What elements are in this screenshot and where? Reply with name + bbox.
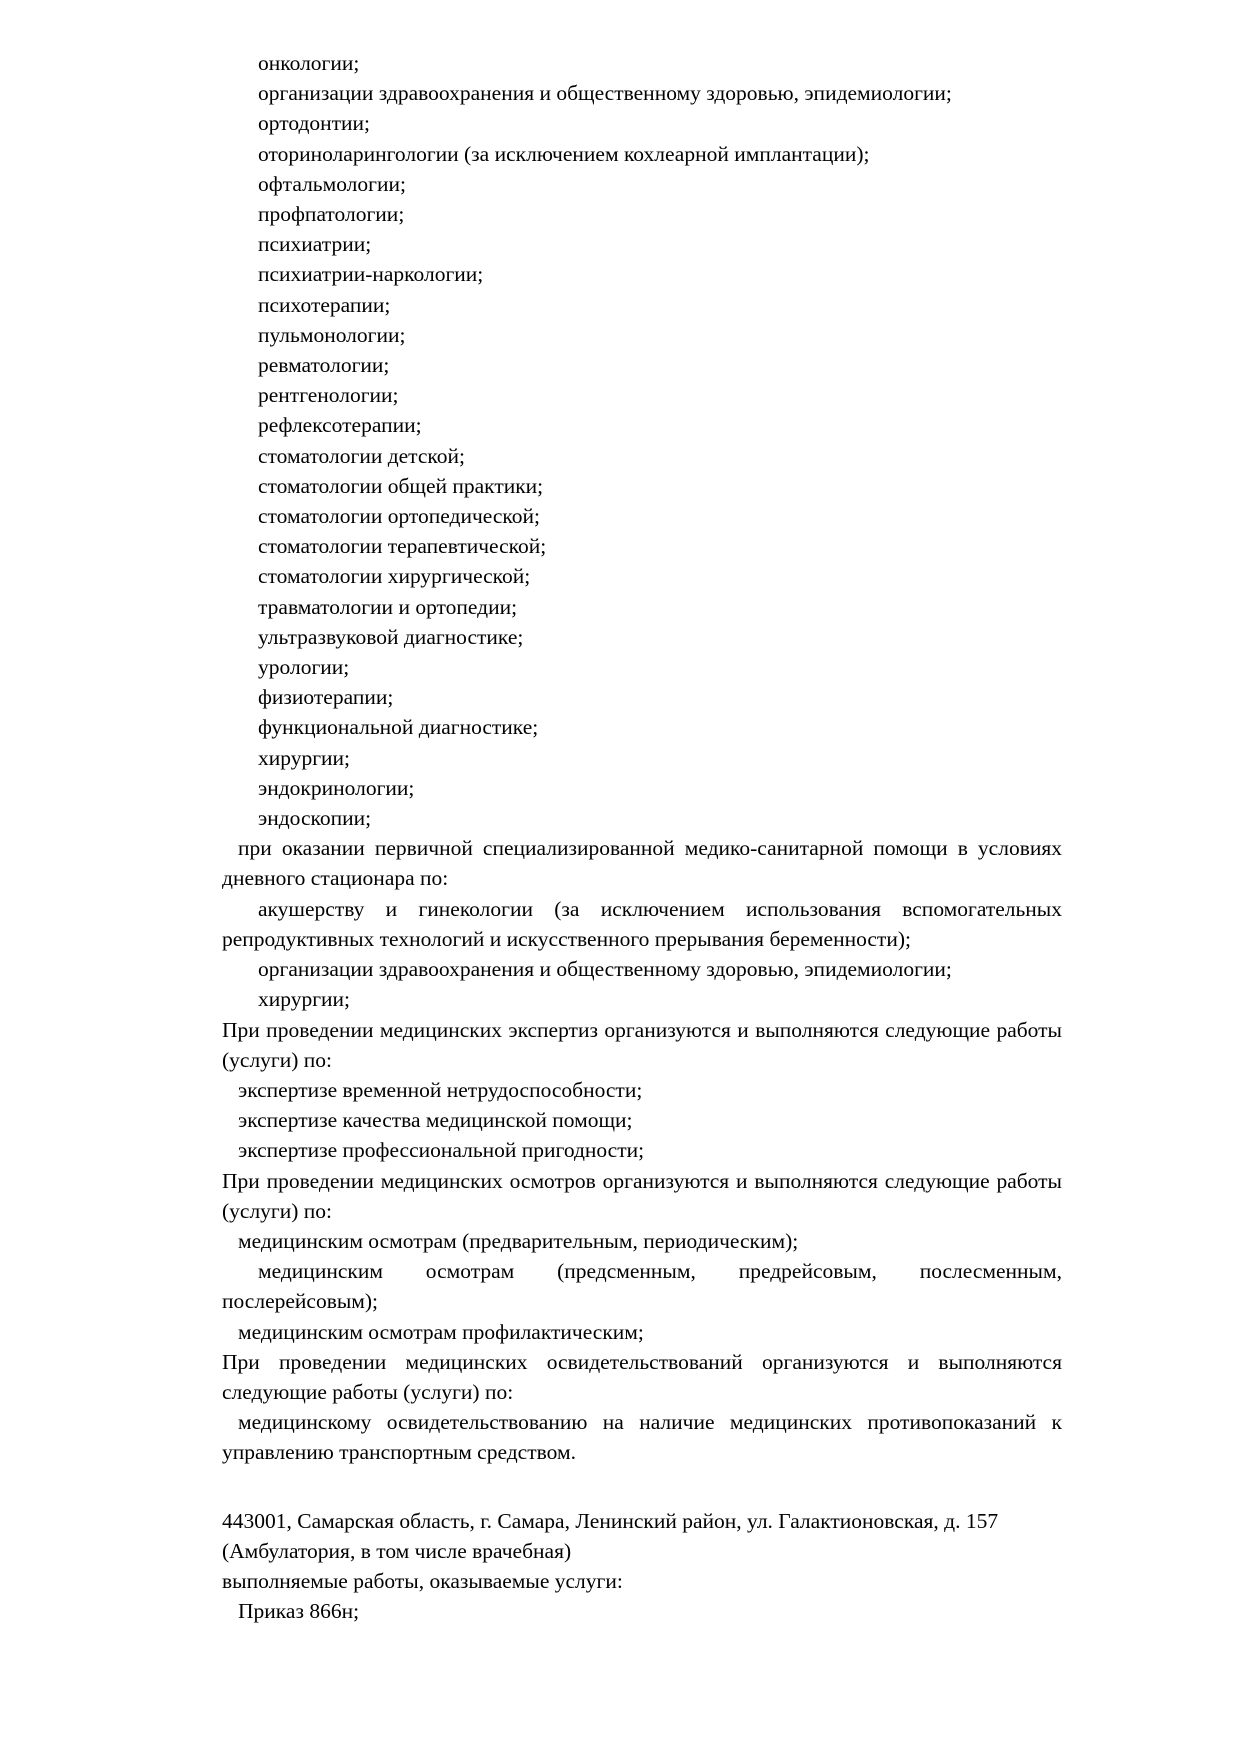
expertise-item: экспертизе профессиональной пригодности;: [238, 1138, 645, 1163]
section-spacer: [222, 1468, 1062, 1498]
examinations-item: медицинским осмотрам профилактическим;: [238, 1319, 644, 1344]
list-item: урологии;: [258, 655, 350, 680]
document-body: [222, 48, 1068, 1626]
list-item: функциональной диагностике;: [258, 715, 539, 740]
works-label: выполняемые работы, оказываемые услуги:: [222, 1568, 623, 1593]
expertise-heading: При проведении медицинских экспертиз организуются и выполняются следующие работы (услуги) по:: [222, 1017, 1068, 1072]
list-item: стоматологии детской;: [258, 443, 465, 468]
list-item: физиотерапии;: [258, 685, 394, 710]
list-item: ревматологии;: [258, 353, 390, 378]
list-item: эндокринологии;: [258, 775, 415, 800]
list-item: офтальмологии;: [258, 171, 406, 196]
list-item: онкологии;: [258, 51, 360, 75]
list-item: травматологии и ортопедии;: [258, 594, 518, 619]
list-item: рентгенологии;: [258, 383, 399, 408]
address-line-1: 443001, Самарская область, г. Самара, Ленинский район, ул. Галактионовская, д. 157: [222, 1508, 999, 1533]
list-item: эндоскопии;: [258, 806, 372, 831]
day-hospital-item: организации здравоохранения и общественному здоровью, эпидемиологии;: [258, 957, 952, 982]
list-item: психотерапии;: [258, 292, 391, 317]
list-item: ортодонтии;: [258, 111, 371, 136]
address-line-2: (Амбулатория, в том числе врачебная): [222, 1538, 572, 1563]
list-item: психиатрии;: [258, 232, 372, 257]
day-hospital-item: хирургии;: [258, 987, 351, 1012]
order-reference: Приказ 866н;: [238, 1599, 360, 1624]
list-item: психиатрии-наркологии;: [258, 262, 484, 287]
attestations-heading: При проведении медицинских освидетельствований организуются и выполняются следующие работы (услуги) по:: [222, 1349, 1068, 1404]
expertise-item: экспертизе качества медицинской помощи;: [238, 1108, 633, 1133]
list-item: рефлексотерапии;: [258, 413, 422, 438]
list-item: пульмонологии;: [258, 322, 406, 347]
list-item: стоматологии ортопедической;: [258, 504, 541, 529]
list-item: организации здравоохранения и общественному здоровью, эпидемиологии;: [258, 81, 952, 106]
list-item: стоматологии терапевтической;: [258, 534, 547, 559]
address-block: [222, 1506, 1062, 1627]
day-hospital-item: акушерству и гинекологии (за исключением использования вспомогательных репродуктивных технологий и искусственного прерывания беременности);: [222, 896, 1068, 951]
day-hospital-heading: при оказании первичной специализированной медико-санитарной помощи в условиях дневного стационара по:: [222, 836, 1068, 891]
examinations-item: медицинским осмотрам (предварительным, периодическим);: [238, 1228, 799, 1253]
examinations-heading: При проведении медицинских осмотров организуются и выполняются следующие работы (услуги) по:: [222, 1168, 1068, 1223]
list-item: оториноларингологии (за исключением кохлеарной имплантации);: [258, 141, 870, 166]
list-item: ультразвуковой диагностике;: [258, 624, 524, 649]
expertise-item: экспертизе временной нетрудоспособности;: [238, 1077, 643, 1102]
list-item: профпатологии;: [258, 202, 405, 227]
list-item: стоматологии хирургической;: [258, 564, 531, 589]
list-item: хирургии;: [258, 745, 351, 770]
attestations-item: медицинскому освидетельствованию на наличие медицинских противопоказаний к управлению транспортным средством.: [222, 1410, 1068, 1465]
examinations-item: медицинским осмотрам (предсменным, предрейсовым, послесменным, послерейсовым);: [222, 1259, 1068, 1314]
list-item: стоматологии общей практики;: [258, 473, 544, 498]
